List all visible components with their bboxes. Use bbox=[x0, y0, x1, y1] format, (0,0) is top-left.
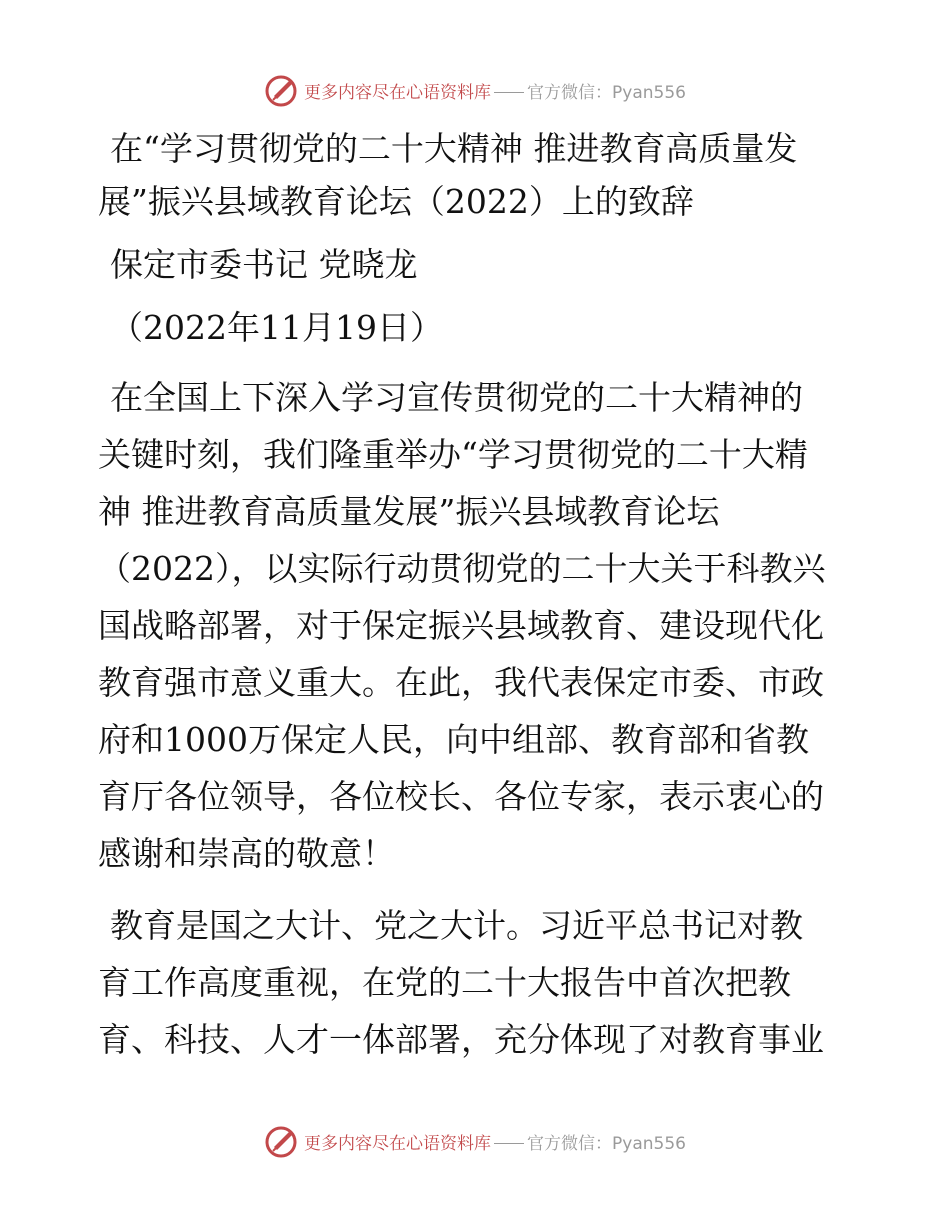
paragraph-line: （2022），以实际行动贯彻党的二十大关于科教兴 bbox=[98, 549, 826, 588]
paragraph-line: 教育是国之大计、党之大计。习近平总书记对教 bbox=[110, 906, 803, 945]
paragraph-line: 在全国上下深入学习宣传贯彻党的二十大精神的 bbox=[110, 378, 803, 417]
paragraph-line: 感谢和崇高的敬意！ bbox=[98, 834, 395, 873]
watermark-channel: 官方微信：Pyan556 bbox=[527, 1133, 686, 1154]
paragraph-line: 府和1000万保定人民，向中组部、教育部和省教 bbox=[98, 720, 809, 759]
watermark-header bbox=[0, 70, 950, 110]
watermark-channel: 官方微信：Pyan556 bbox=[527, 82, 686, 103]
quill-logo-icon bbox=[264, 72, 300, 108]
watermark-brand: 更多内容尽在心语资料库 bbox=[304, 1133, 492, 1154]
paragraph-2 bbox=[98, 897, 850, 1068]
paragraph-line: 国战略部署，对于保定振兴县域教育、建设现代化 bbox=[98, 606, 824, 645]
watermark-dash bbox=[494, 1143, 524, 1144]
paragraph-line: 育工作高度重视，在党的二十大报告中首次把教 bbox=[98, 963, 791, 1002]
title-line-1: 在“学习贯彻党的二十大精神 推进教育高质量发 bbox=[110, 129, 798, 168]
paragraph-line: 育、科技、人才一体部署，充分体现了对教育事业 bbox=[98, 1020, 824, 1059]
paragraph-line: 神 推进教育高质量发展”振兴县域教育论坛 bbox=[98, 492, 720, 531]
watermark-dash bbox=[494, 92, 524, 93]
document-body bbox=[98, 122, 850, 1068]
date-line: （2022年11月19日） bbox=[110, 308, 443, 347]
paragraph-line: 育厅各位领导，各位校长、各位专家，表示衷心的 bbox=[98, 777, 824, 816]
quill-logo-icon bbox=[264, 1123, 300, 1159]
speaker-line: 保定市委书记 党晓龙 bbox=[110, 245, 418, 284]
watermark-footer bbox=[0, 1121, 950, 1161]
watermark-brand: 更多内容尽在心语资料库 bbox=[304, 82, 492, 103]
paragraph-line: 关键时刻，我们隆重举办“学习贯彻党的二十大精 bbox=[98, 435, 808, 474]
paragraph-1 bbox=[98, 369, 850, 882]
paragraph-line: 教育强市意义重大。在此，我代表保定市委、市政 bbox=[98, 663, 824, 702]
title-line-2: 展”振兴县域教育论坛（2022）上的致辞 bbox=[98, 182, 694, 221]
